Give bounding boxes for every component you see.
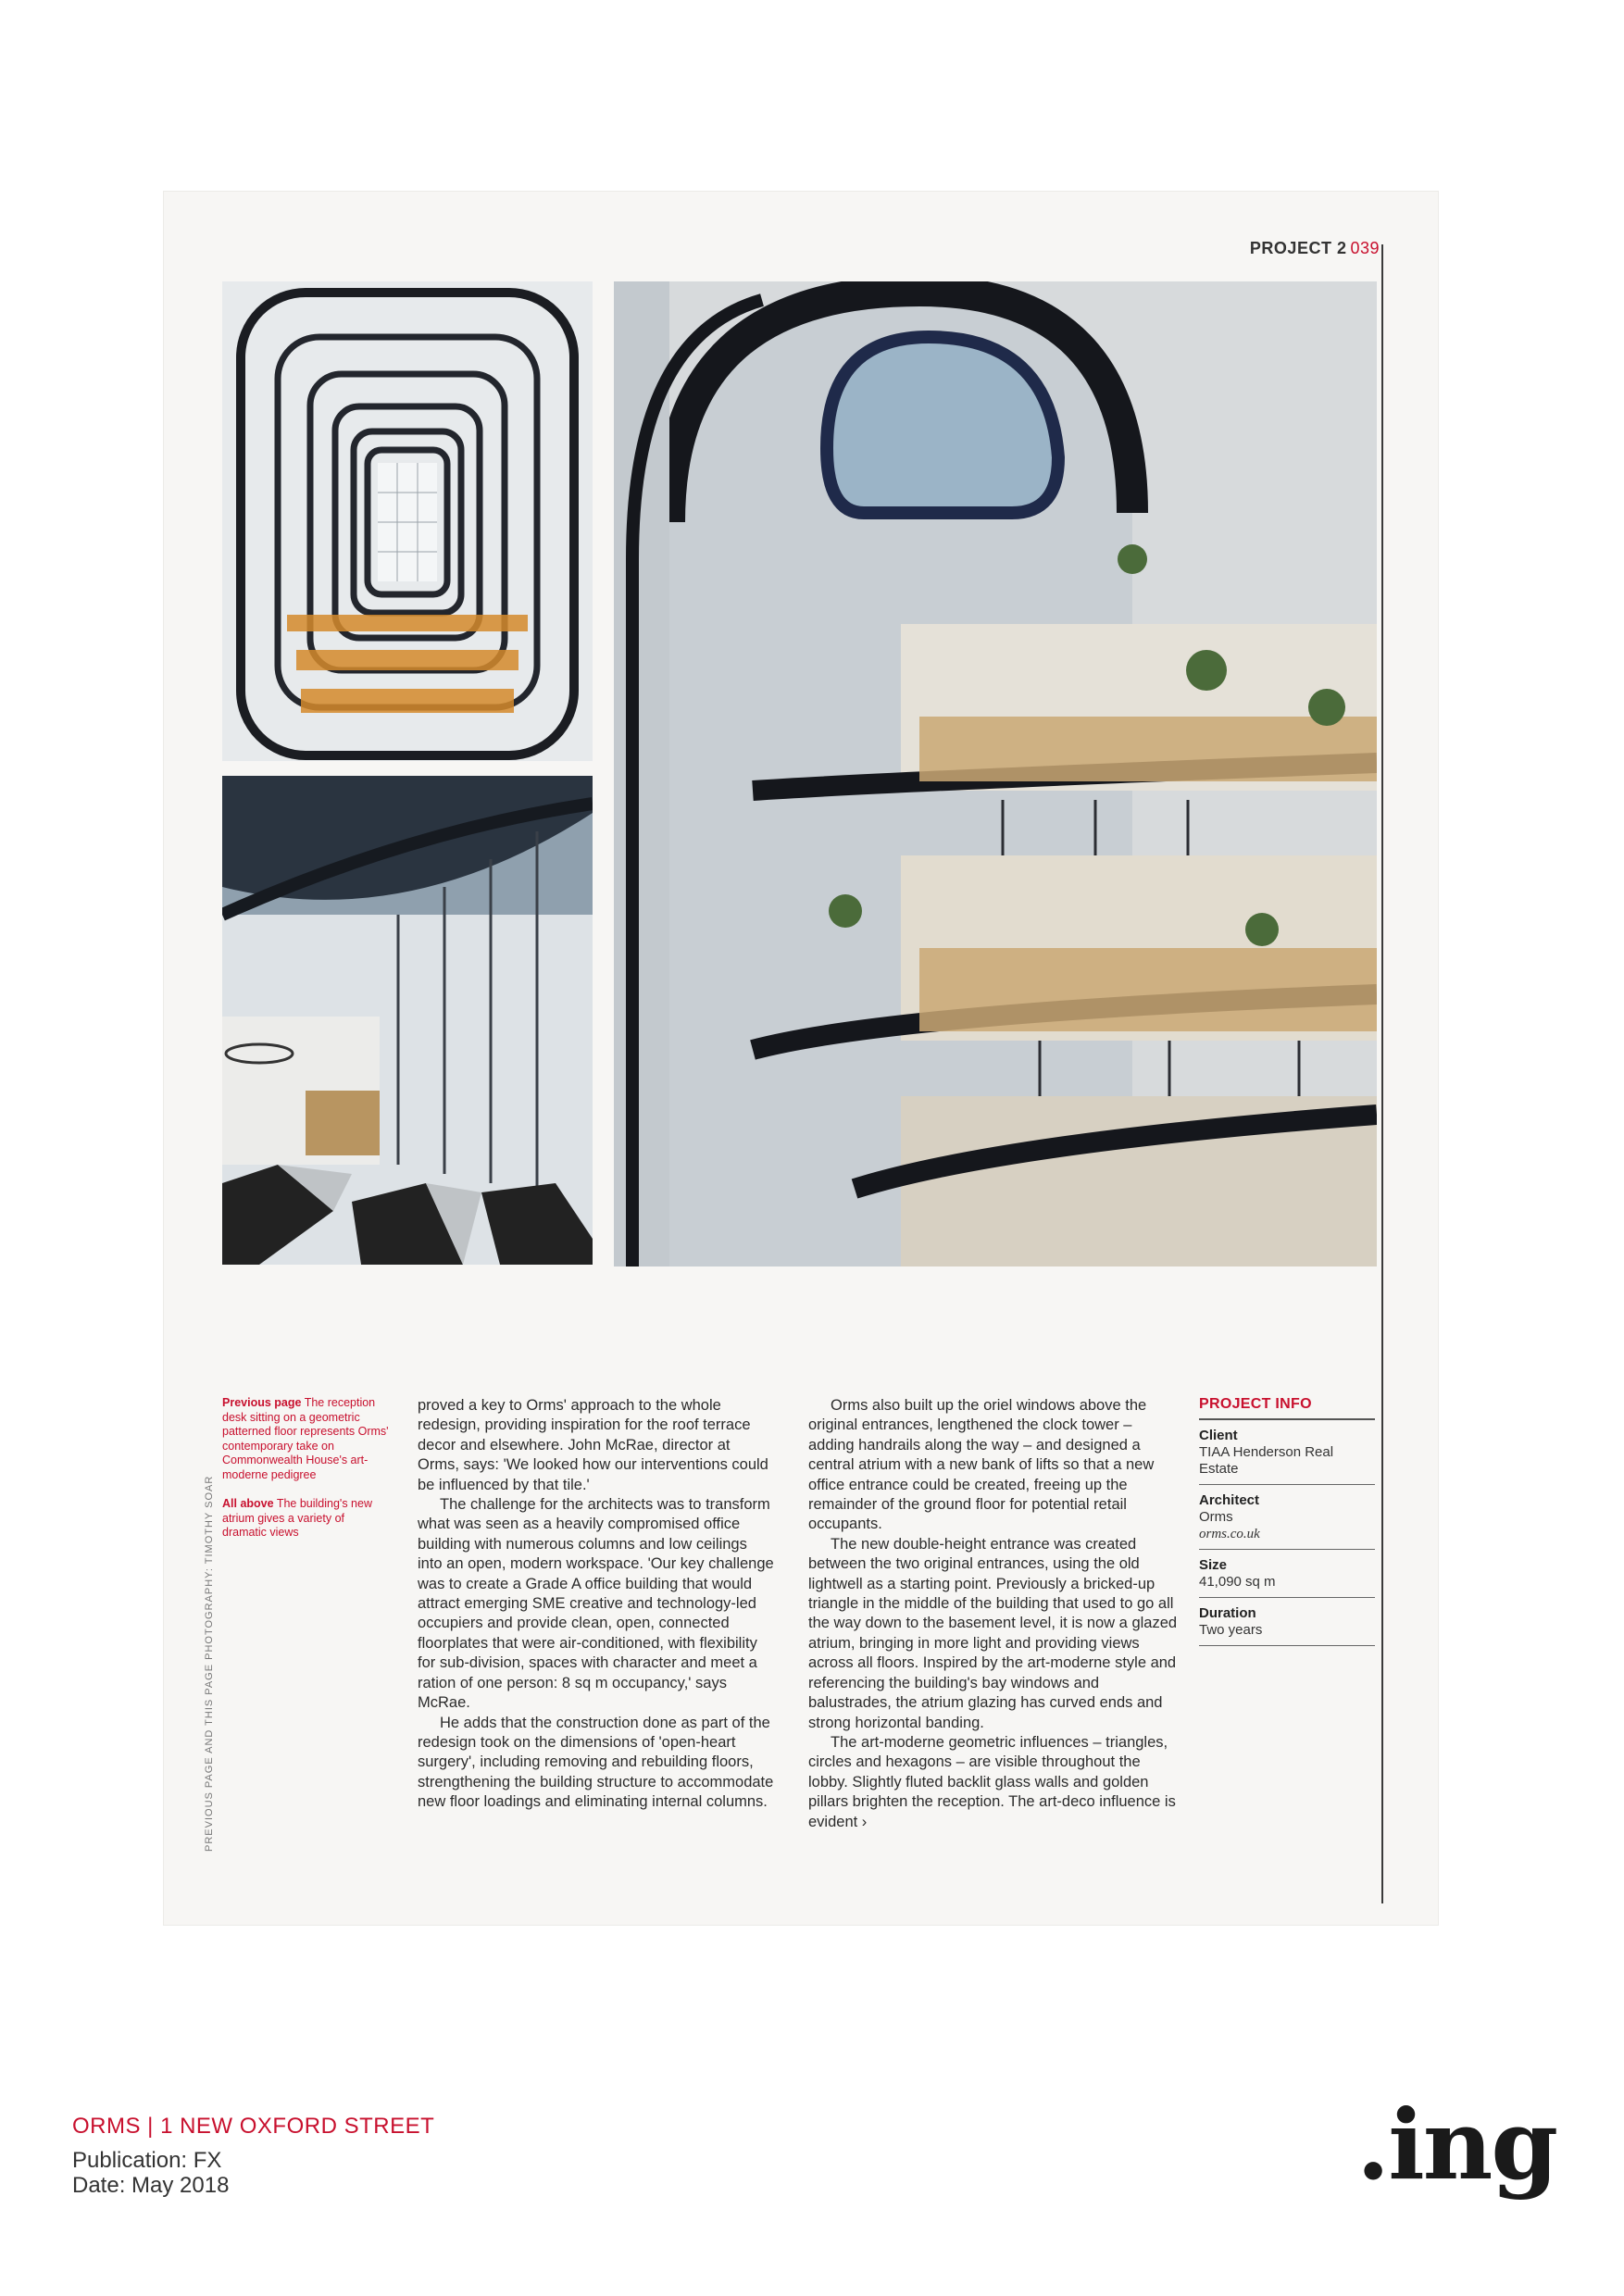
info-row-duration: Duration Two years — [1199, 1598, 1375, 1646]
ing-logo: .ing — [1356, 2088, 1557, 2202]
date-line: Date: May 2018 — [72, 2173, 230, 2198]
project-info-box — [1199, 1396, 1375, 1646]
info-row-client: Client TIAA Henderson Real Estate — [1199, 1420, 1375, 1485]
caption-all-above: All above The building's new atrium gives a variety of dramatic views — [222, 1497, 372, 1539]
body-column-1 — [418, 1396, 774, 1813]
body-column-2 — [808, 1396, 1179, 1832]
page-number: 039 — [1350, 239, 1380, 257]
paragraph: The challenge for the architects was to transform what was seen as a heavily compromised office building with numerous columns and low ceilings into an open, modern workspace. 'Our key challenge was to create a Grade A office building that would attract emerging SME creative and technology-led occupiers and provide clean, open, connected floorplates that were air-conditioned, with flexibility for sub-division, spaces with character and meet a ration of one person: 8 sq m occupancy,' says McRae. — [418, 1496, 774, 1712]
paragraph: proved a key to Orms' approach to the whole redesign, providing inspiration for the roof terrace decor and elsewhere. John McRae, director at Orms, says: 'We looked how our interventions could be influenced by that tile.' — [418, 1397, 768, 1493]
paragraph: The new double-height entrance was created between the two original entrances, using the old lightwell as a starting point. Previously a bricked-up triangle in the middle of the building that used to go all the way down to the basement level, it is now a glazed atrium, bringing in more light and providing views across all floors. Inspired by the art-moderne style and referencing the building's bay windows and balustrades, the atrium glazing has curved ends and strong horizontal banding. — [808, 1535, 1178, 1731]
photo-reception — [222, 776, 593, 1265]
footer-meta — [72, 2148, 229, 2198]
photo-credit: PREVIOUS PAGE AND THIS PAGE PHOTOGRAPHY: TIMOTHY SOAR — [204, 1475, 215, 1852]
page-header — [1250, 239, 1380, 258]
photo-lightwell-upward — [222, 281, 593, 761]
caption-previous-page: Previous page The reception desk sitting on a geometric patterned floor represents Orms' contemporary take on Commonwealth House's art-moderne pedigree — [222, 1396, 389, 1481]
architect-website: orms.co.uk — [1199, 1527, 1260, 1541]
info-row-architect: Architect Orms orms.co.uk — [1199, 1485, 1375, 1550]
captions — [222, 1396, 389, 1555]
section-label: PROJECT 2 — [1249, 239, 1347, 257]
column-rule — [1381, 244, 1383, 1903]
info-row-size: Size 41,090 sq m — [1199, 1550, 1375, 1598]
paragraph: Orms also built up the oriel windows above the original entrances, lengthened the clock tower – adding handrails along the way – and designed a central atrium with a new bank of lifts so that a new office entrance could be created, freeing up the remainder of the ground floor for potential retail occupants. — [808, 1397, 1155, 1533]
paragraph: The art-moderne geometric influences – triangles, circles and hexagons – are visible throughout the lobby. Slightly fluted backlit glass walls and golden pillars brighten the reception. The art-deco influence is evident › — [808, 1733, 1176, 1830]
project-info-heading: PROJECT INFO — [1199, 1396, 1375, 1420]
publication-line: Publication: FX — [72, 2148, 222, 2173]
photo-atrium — [614, 281, 1377, 1267]
paragraph: He adds that the construction done as part of the redesign took on the dimensions of 'open-heart surgery', including removing and rebuilding floors, strengthening the building structure to accommodate new floor loadings and eliminating internal columns. — [418, 1714, 774, 1811]
footer-title: ORMS | 1 NEW OXFORD STREET — [72, 2114, 435, 2139]
